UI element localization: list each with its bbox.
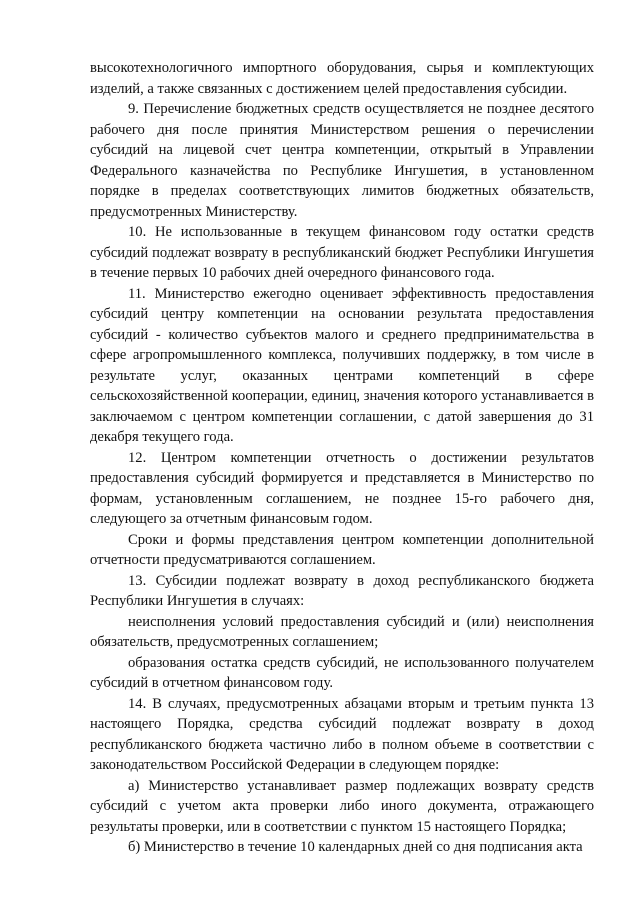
paragraph-item-12-additional: Сроки и формы представления центром компетенции дополнительной отчетности предусматриваются соглашением. — [90, 531, 594, 568]
document-page — [90, 58, 594, 858]
paragraph-item-9: 9. Перечисление бюджетных средств осуществляется не позднее десятого рабочего дня после принятия Министерством решения о перечислении субсидий на лицевой счет центра компетенции, открытый в Управлении Федерального казначейства по Республике Ингушетия, в установленном порядке в пределах соответствующих лимитов бюджетных обязательств, предусмотренных Министерству. — [90, 101, 594, 220]
paragraph-item-11: 11. Министерство ежегодно оценивает эффективность предоставления субсидий центру компетенции на основании результата предоставления субсидий - количество субъектов малого и среднего предпринимательства в сфере агропромышленного комплекса, получивших поддержку, в том числе в результате услуг, оказанных центрами компетенций в сфере сельскохозяйственной кооперации, единиц, значения которого устанавливается в заключаемом с центром компетенции соглашении, с датой завершения до 31 декабря текущего года. — [90, 285, 594, 445]
paragraph-item-13: 13. Субсидии подлежат возврату в доход республиканского бюджета Республики Ингушетия в случаях: — [90, 572, 594, 609]
paragraph-item-14: 14. В случаях, предусмотренных абзацами вторым и третьим пункта 13 настоящего Порядка, средства субсидий подлежат возврату в доход республиканского бюджета частично либо в полном объеме в соответствии с законодательством Российской Федерации в следующем порядке: — [90, 695, 594, 773]
paragraph-item-14-a: а) Министерство устанавливает размер подлежащих возврату средств субсидий с учетом акта проверки либо иного документа, отражающего результаты проверки, или в соответствии с пунктом 15 настоящего Порядка; — [90, 777, 594, 835]
paragraph-item-13-case-1: неисполнения условий предоставления субсидий и (или) неисполнения обязательств, предусмотренных соглашением; — [90, 613, 594, 650]
paragraph-item-14-b: б) Министерство в течение 10 календарных дней со дня подписания акта — [128, 839, 583, 855]
paragraph-item-12: 12. Центром компетенции отчетность о достижении результатов предоставления субсидий формируется и представляется в Министерство по формам, установленным соглашением, не позднее 15-го рабочего дня, следующего за отчетным финансовым годом. — [90, 449, 594, 527]
paragraph-item-10: 10. Не использованные в текущем финансовом году остатки средств субсидий подлежат возврату в республиканский бюджет Республики Ингушетия в течение первых 10 рабочих дней очередного финансового года. — [90, 224, 594, 281]
paragraph-continuation: высокотехнологичного импортного оборудования, сырья и комплектующих изделий, а также связанных с достижением целей предоставления субсидии. — [90, 60, 594, 97]
paragraph-item-13-case-2: образования остатка средств субсидий, не использованного получателем субсидий в отчетном финансовом году. — [90, 654, 594, 691]
